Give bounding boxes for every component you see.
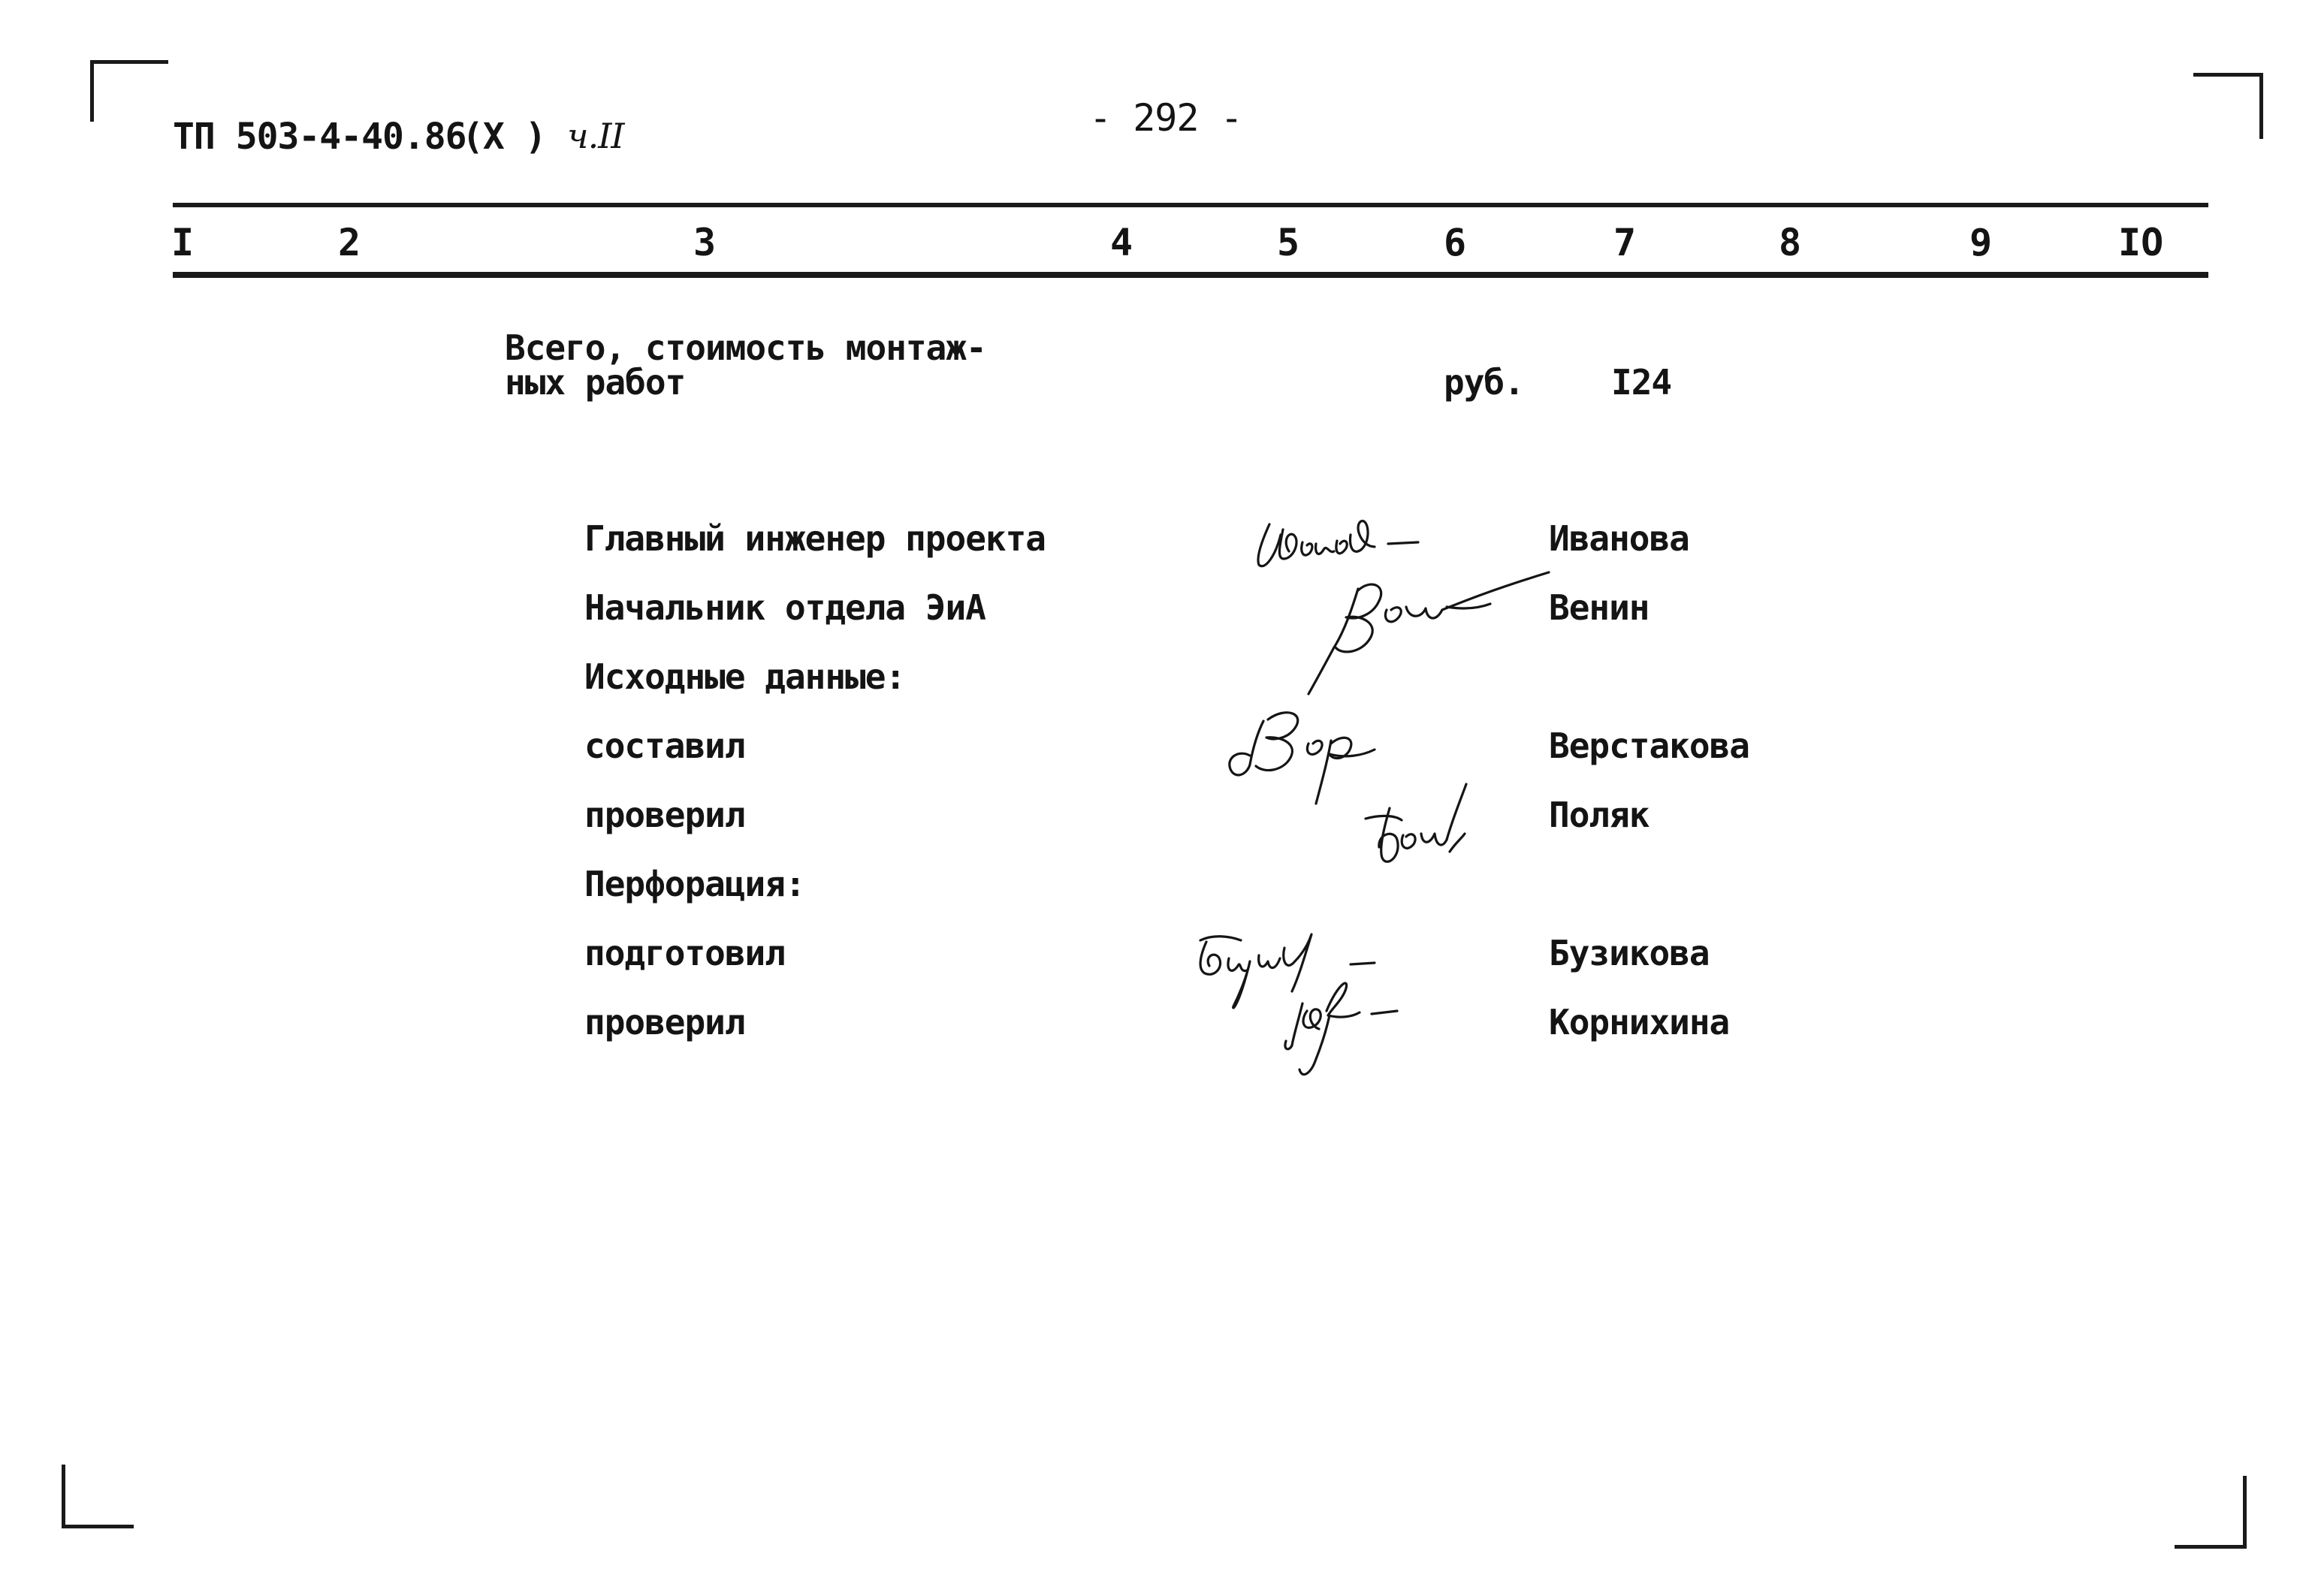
section-perforation: Перфорация: xyxy=(584,864,805,904)
role-department-head: Начальник отдела ЭиА xyxy=(584,587,985,628)
total-label-line2: ных работ xyxy=(505,362,686,403)
column-header: 3 xyxy=(693,221,717,264)
signature-verstakova xyxy=(1230,713,1375,804)
total-unit: руб. xyxy=(1444,362,1524,403)
signature-polyak xyxy=(1366,784,1466,861)
name-polyak: Поляк xyxy=(1549,795,1650,835)
column-header: 9 xyxy=(1969,221,1993,264)
doc-suffix: (Х ) xyxy=(462,116,546,158)
name-buzikova: Бузикова xyxy=(1549,933,1710,973)
column-header: 7 xyxy=(1613,221,1637,264)
signature-ivanova xyxy=(1258,521,1418,566)
total-value: I24 xyxy=(1611,362,1672,403)
name-verstakova: Верстакова xyxy=(1549,726,1749,766)
name-venin: Венин xyxy=(1549,587,1650,628)
role-prepared: подготовил xyxy=(584,933,785,973)
column-header: 8 xyxy=(1779,221,1802,264)
role-checked-perforation: проверил xyxy=(584,1002,745,1042)
signature-buzikova xyxy=(1200,934,1375,1008)
total-label-line1: Всего, стоимость монтаж- xyxy=(505,327,986,368)
column-header: I xyxy=(171,221,195,264)
column-header: 2 xyxy=(338,221,361,264)
column-header: 5 xyxy=(1277,221,1300,264)
name-kornikhina: Корнихина xyxy=(1549,1002,1730,1042)
page-number: - 292 - xyxy=(1089,96,1242,140)
signature-venin xyxy=(1308,572,1549,694)
doc-part: ч.II xyxy=(567,116,624,156)
doc-code: ТП 503-4-40.86 xyxy=(173,116,466,158)
section-source-data: Исходные данные: xyxy=(584,656,906,697)
column-header: IO xyxy=(2118,221,2164,264)
column-header: 4 xyxy=(1110,221,1133,264)
role-chief-engineer: Главный инженер проекта xyxy=(584,518,1046,559)
role-checked: проверил xyxy=(584,795,745,835)
column-header: 6 xyxy=(1444,221,1467,264)
signature-kornikhina xyxy=(1285,983,1397,1075)
name-ivanova: Иванова xyxy=(1549,518,1689,559)
role-compiled: составил xyxy=(584,726,745,766)
